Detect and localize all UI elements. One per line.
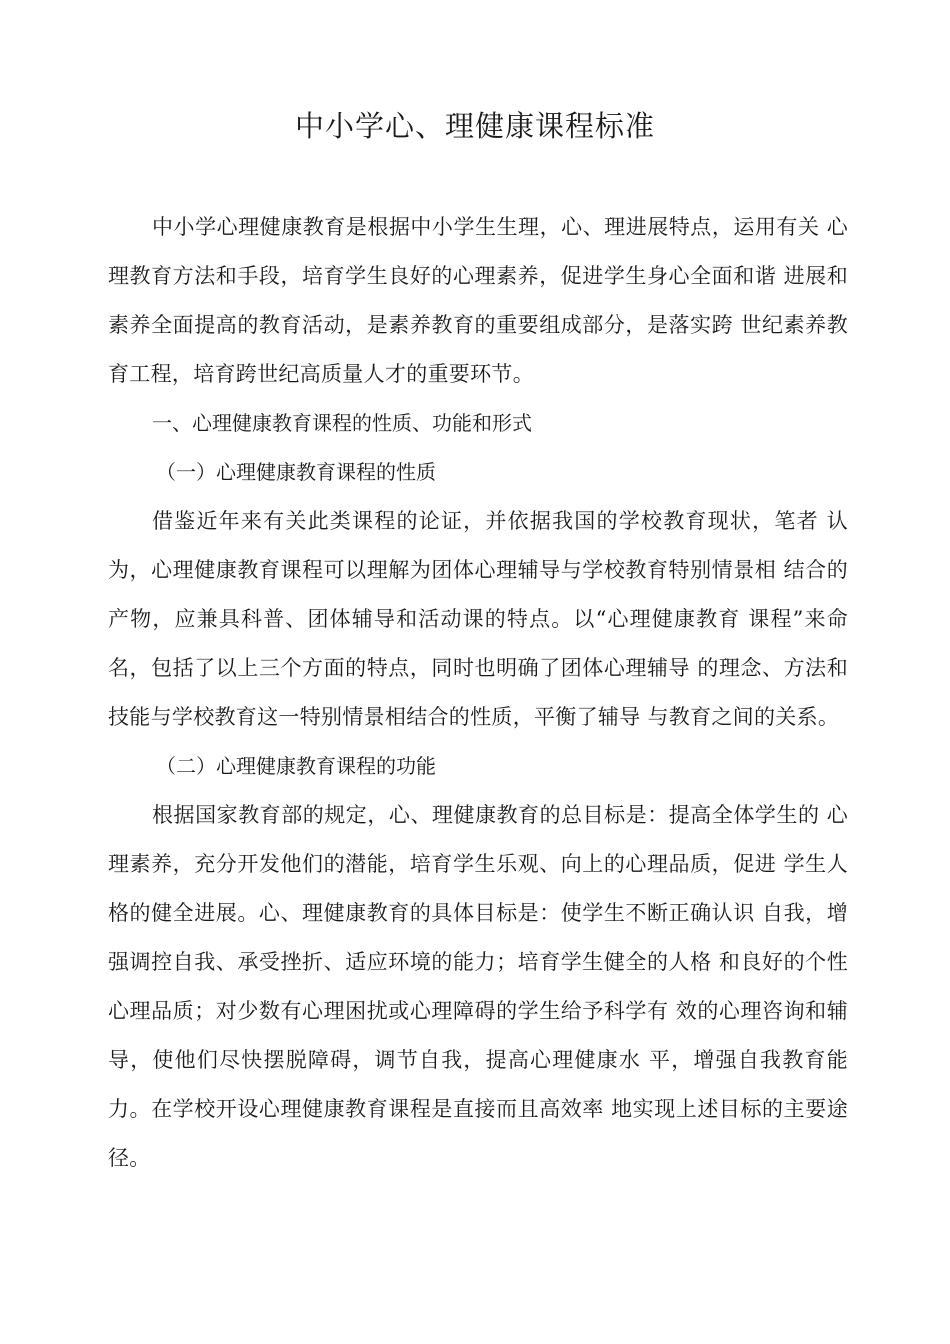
subsection-heading-2: （二）心理健康教育课程的功能	[156, 754, 436, 778]
subsection-2-paragraph: 根据国家教育部的规定，心、理健康教育的总目标是：提高全体学生的 心理素养，充分开发他们的潜能，培育学生乐观、向上的心理品质，促进 学生人格的健全进展。心、理健康教育的具体目标是：使学生不断正确认识 自我，增强调控自我、承受挫折、适应环境的能力；培育学生健全的人格 和良好的个性心理品质；对少数有心理困扰或心理障碍的学生给予科学有 效的心理咨询和辅导，使他们尽快摆脱障碍，调节自我，提高心理健康水 平，增强自我教育能力。在学校开设心理健康教育课程是直接而且高效率 地实现上述目标的主要途径。	[108, 803, 848, 1170]
intro-paragraph: 中小学心理健康教育是根据中小学生生理，心、理进展特点，运用有关 心理教育方法和手段，培育学生良好的心理素养，促进学生身心全面和谐 进展和素养全面提高的教育活动，是素养教育的重要组成部分，是落实跨 世纪素养教育工程，培育跨世纪高质量人才的重要环节。	[108, 215, 848, 386]
subsection-heading-1: （一）心理健康教育课程的性质	[156, 460, 436, 484]
document-title: 中小学心、理健康课程标准	[294, 109, 655, 143]
document-body	[108, 203, 848, 1183]
subsection-1-paragraph: 借鉴近年来有关此类课程的论证，并依据我国的学校教育现状，笔者 认为，心理健康教育课程可以理解为团体心理辅导与学校教育特别情景相 结合的产物，应兼具科普、团体辅导和活动课的特点。以“心理健康教育 课程”来命名，包括了以上三个方面的特点，同时也明确了团体心理辅导 的理念、方法和技能与学校教育这一特别情景相结合的性质，平衡了辅导 与教育之间的关系。	[108, 509, 848, 729]
section-heading-1: 一、心理健康教育课程的性质、功能和形式	[152, 411, 532, 435]
